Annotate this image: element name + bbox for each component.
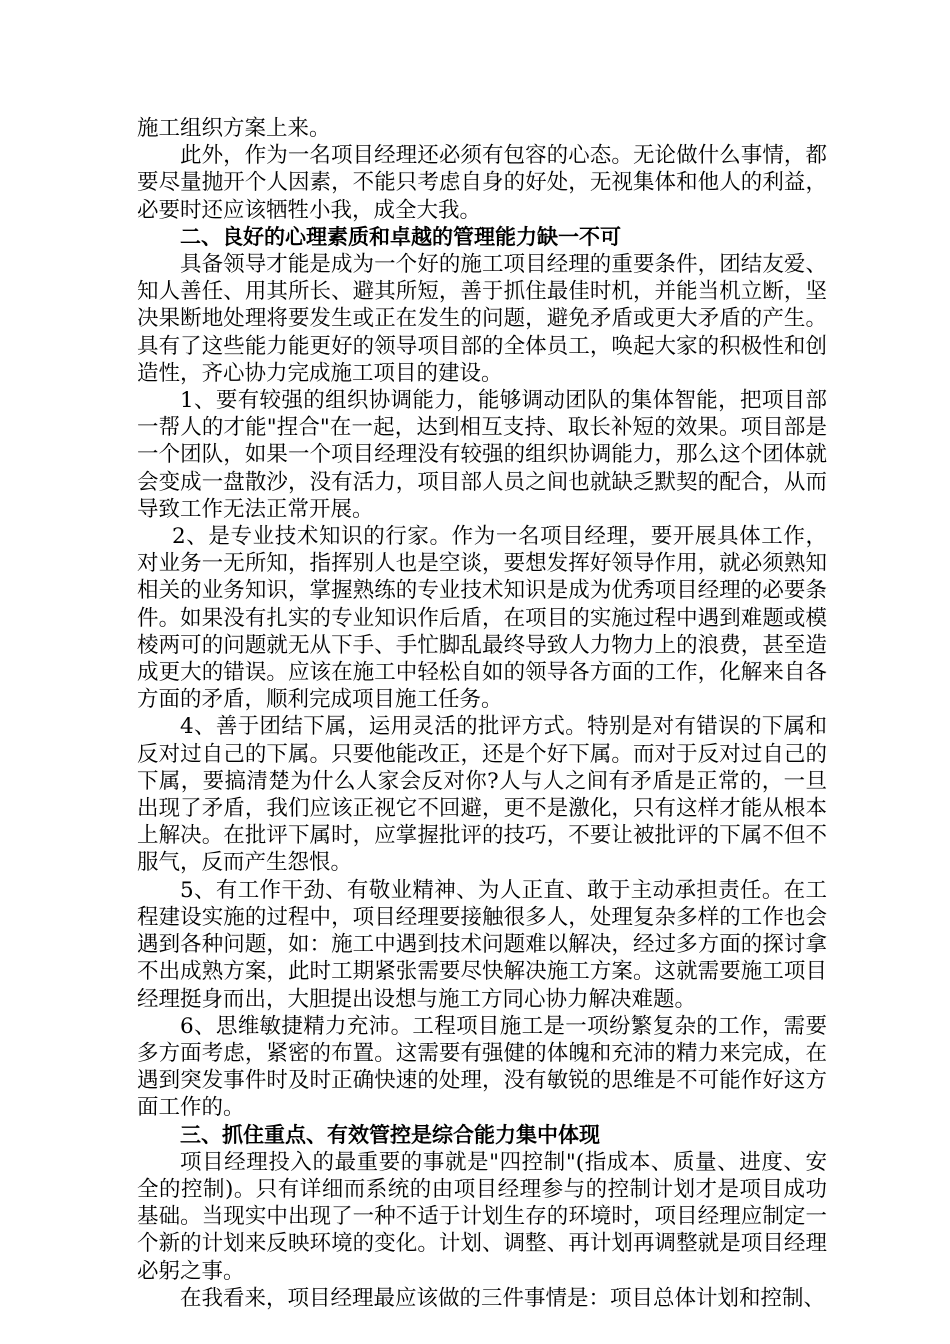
paragraph: 项目经理投入的最重要的事就是"四控制"(指成本、质量、进度、安全的控制)。只有详细而系统的由项目经理参与的控制计划才是项目成功基础。当现实中出现了一种不适于计划生存的环境时，项目经理应制定一个新的计划来反映环境的变化。计划、调整、再计划再调整就是项目经理必躬之事。 xyxy=(137,1149,827,1284)
paragraph: 5、有工作干劲、有敬业精神、为人正直、敢于主动承担责任。在工程建设实施的过程中，项目经理要接触很多人，处理复杂多样的工作也会遇到各种问题，如：施工中遇到技术问题难以解决，经过多方面的探讨拿不出成熟方案，此时工期紧张需要尽快解决施工方案。这就需要施工项目经理挺身而出，大胆提出设想与施工方同心协力解决难题。 xyxy=(137,877,827,1012)
section-heading: 三、抓住重点、有效管控是综合能力集中体现 xyxy=(180,1122,600,1147)
paragraph: 6、思维敏捷精力充沛。工程项目施工是一项纷繁复杂的工作，需要多方面考虑，紧密的布置。这需要有强健的体魄和充沛的精力来完成，在遇到突发事件时及时正确快速的处理，没有敏锐的思维是不可能作好这方面工作的。 xyxy=(137,1013,827,1121)
paragraph: 在我看来，项目经理最应该做的三件事情是：项目总体计划和控制、 xyxy=(180,1285,826,1311)
document-body xyxy=(137,115,827,1312)
paragraph: 4、善于团结下属，运用灵活的批评方式。特别是对有错误的下属和反对过自己的下属。只要他能改正，还是个好下属。而对于反对过自己的下属，要搞清楚为什么人家会反对你?人与人之间有矛盾是正常的，一旦出现了矛盾，我们应该正视它不回避，更不是激化，只有这样才能从根本上解决。在批评下属时，应掌握批评的技巧，不要让被批评的下属不但不服气，反而产生怨恨。 xyxy=(137,714,827,876)
paragraph: 此外，作为一名项目经理还必须有包容的心态。无论做什么事情，都要尽量抛开个人因素，不能只考虑自身的好处，无视集体和他人的利益，必要时还应该牺牲小我，成全大我。 xyxy=(137,143,827,223)
paragraph: 1、要有较强的组织协调能力，能够调动团队的集体智能，把项目部一帮人的才能"捏合"在一起，达到相互支持、取长补短的效果。项目部是一个团队，如果一个项目经理没有较强的组织协调能力，那么这个团体就会变成一盘散沙，没有活力，项目部人员之间也就缺乏默契的配合，从而导致工作无法正常开展。 xyxy=(137,388,827,522)
paragraph: 施工组织方案上来。 xyxy=(137,116,331,141)
paragraph: 具备领导才能是成为一个好的施工项目经理的重要条件，团结友爱、知人善任、用其所长、避其所短，善于抓住最佳时机，并能当机立断，坚决果断地处理将要发生或正在发生的问题，避免矛盾或更大矛盾的产生。具有了这些能力能更好的领导项目部的全体员工，唤起大家的积极性和创造性，齐心协力完成施工项目的建设。 xyxy=(137,252,827,386)
paragraph: 2、是专业技术知识的行家。作为一名项目经理，要开展具体工作，对业务一无所知，指挥别人也是空谈，要想发挥好领导作用，就必须熟知相关的业务知识，掌握熟练的专业技术知识是成为优秀项目经理的必要条件。如果没有扎实的专业知识作后盾，在项目的实施过程中遇到难题或模棱两可的问题就无从下手、手忙脚乱最终导致人力物力上的浪费，甚至造成更大的错误。应该在施工中轻松自如的领导各方面的工作，化解来自各方面的矛盾，顺利完成项目施工任务。 xyxy=(137,524,827,713)
section-heading: 二、良好的心理素质和卓越的管理能力缺一不可 xyxy=(180,224,621,249)
